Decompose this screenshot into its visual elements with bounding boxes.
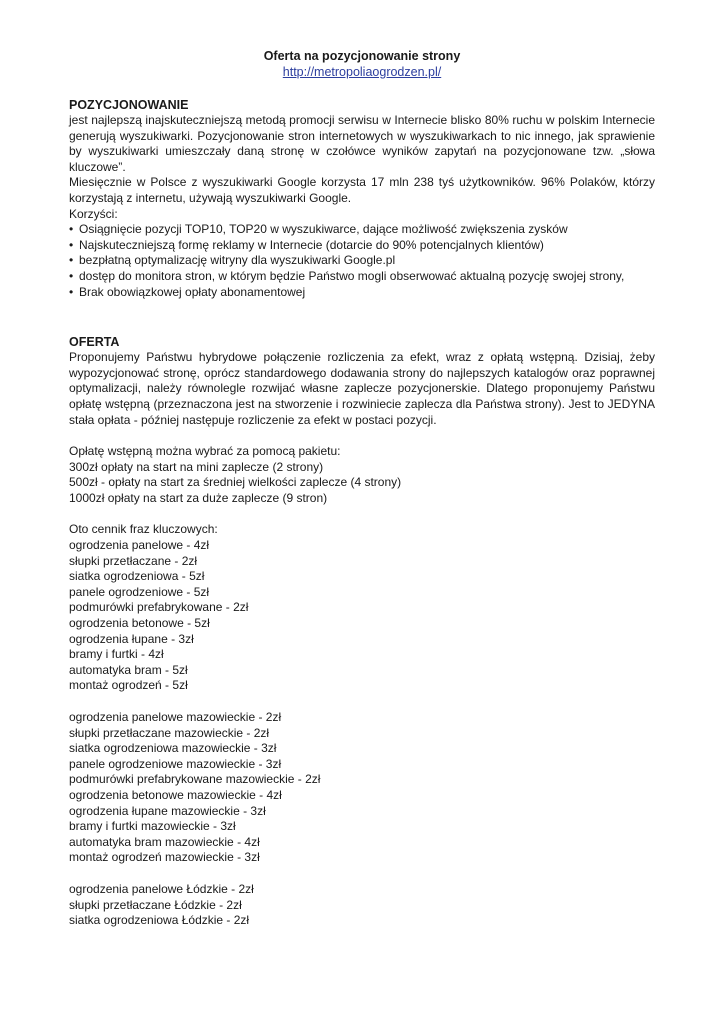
list-item: montaż ogrodzeń - 5zł bbox=[69, 678, 188, 693]
positioning-intro: jest najlepszą inajskuteczniejszą metodą promocji serwisu w Internecie blisko 80% ruchu w polskim Internecie generują wyszukiwarki. Pozycjonowanie stron internetowych w wyszukiwarkach to nic innego, jak sprawienie by wyszukiwarki umieszczały daną stronę w czołówce wyników zapytań na pozycjonowane tzw. „słowa kluczowe”. bbox=[69, 113, 655, 174]
list-item: bramy i furtki - 4zł bbox=[69, 647, 164, 662]
list-item: • bezpłatną optymalizację witryny dla wyszukiwarki Google.pl bbox=[69, 253, 655, 269]
list-item: panele ogrodzeniowe - 5zł bbox=[69, 584, 210, 599]
package-list bbox=[69, 460, 655, 507]
list-item: • Najskuteczniejszą formę reklamy w Internecie (dotarcie do 90% potencjalnych klientów) bbox=[69, 238, 655, 254]
list-item: • dostęp do monitora stron, w którym będzie Państwo mogli obserwować aktualną pozycję swojej strony, bbox=[69, 269, 655, 285]
positioning-stats: Miesięcznie w Polsce z wyszukiwarki Google korzysta 17 mln 238 tyś użytkowników. 96% Polaków, którzy korzystają z internetu, używają wyszukiwarki Google. bbox=[69, 175, 655, 205]
list-item: ogrodzenia panelowe mazowieckie - 2zł bbox=[69, 710, 282, 724]
benefits-list bbox=[69, 222, 655, 300]
list-item: siatka ogrodzeniowa - 5zł bbox=[69, 569, 205, 584]
pricelist-mazowieckie bbox=[69, 710, 655, 866]
list-item: słupki przetłaczane Łódzkie - 2zł bbox=[69, 897, 242, 912]
paragraph-spacer bbox=[69, 428, 655, 444]
pricelist-heading: Oto cennik fraz kluczowych: bbox=[69, 522, 218, 537]
list-item: ogrodzenia betonowe mazowieckie - 4zł bbox=[69, 787, 282, 802]
list-item: automatyka bram - 5zł bbox=[69, 662, 188, 677]
list-item: ogrodzenia betonowe - 5zł bbox=[69, 616, 210, 631]
list-item: automatyka bram mazowieckie - 4zł bbox=[69, 834, 260, 849]
website-link[interactable]: http://metropoliaogrodzen.pl/ bbox=[282, 65, 442, 79]
list-item: • Brak obowiązkowej opłaty abonamentowej bbox=[69, 285, 655, 301]
offer-heading: OFERTA bbox=[69, 335, 120, 350]
list-item: panele ogrodzeniowe mazowieckie - 3zł bbox=[69, 756, 282, 771]
list-item: podmurówki prefabrykowane mazowieckie - 2zł bbox=[69, 772, 321, 787]
list-item: • Osiągnięcie pozycji TOP10, TOP20 w wyszukiwarce, dające możliwość zwiększenia zysków bbox=[69, 222, 655, 238]
list-item: 300zł opłaty na start na mini zaplecze (2 strony) bbox=[69, 459, 324, 474]
list-item: 1000zł opłaty na start za duże zaplecze (9 stron) bbox=[69, 490, 328, 505]
document-page bbox=[69, 48, 655, 929]
positioning-heading: POZYCJONOWANIE bbox=[69, 98, 189, 112]
offer-description: Proponujemy Państwu hybrydowe połączenie rozliczenia za efekt, wraz z opłatą wstępną. Dzisiaj, żeby wypozycjonować stronę, oprócz standardowego dodawania strony do najlepszych katalogów oraz poprawnej optymalizacji, należy równolegle rozwijać własne zaplecze pozycjonerskie. Dlatego proponujemy Państwu opłatę wstępną (przeznaczona jest na stworzenie i rozwiniecie zaplecza dla Państwa strony). Jest to JEDYNA stała opłata - później następuje rozliczenie za efekt w postaci pozycji. bbox=[69, 350, 655, 427]
list-item: siatka ogrodzeniowa mazowieckie - 3zł bbox=[69, 741, 277, 756]
paragraph-spacer bbox=[69, 506, 655, 522]
list-item: słupki przetłaczane mazowieckie - 2zł bbox=[69, 725, 270, 740]
pricelist-lodzkie bbox=[69, 882, 655, 929]
list-item: ogrodzenia panelowe Łódzkie - 2zł bbox=[69, 881, 254, 896]
benefits-label: Korzyści: bbox=[69, 206, 118, 221]
paragraph-spacer bbox=[69, 866, 655, 882]
list-item: słupki przetłaczane - 2zł bbox=[69, 553, 198, 568]
list-item: 500zł - opłaty na start za średniej wielkości zaplecze (4 strony) bbox=[69, 475, 402, 490]
section-spacer bbox=[69, 300, 655, 334]
package-intro: Opłatę wstępną można wybrać za pomocą pakietu: bbox=[69, 444, 341, 459]
list-item: siatka ogrodzeniowa Łódzkie - 2zł bbox=[69, 913, 250, 928]
list-item: ogrodzenia łupane - 3zł bbox=[69, 631, 194, 646]
document-title: Oferta na pozycjonowanie strony bbox=[263, 49, 461, 63]
list-item: ogrodzenia łupane mazowieckie - 3zł bbox=[69, 803, 266, 818]
list-item: podmurówki prefabrykowane - 2zł bbox=[69, 600, 249, 615]
list-item: montaż ogrodzeń mazowieckie - 3zł bbox=[69, 850, 260, 865]
list-item: bramy i furtki mazowieckie - 3zł bbox=[69, 819, 236, 834]
paragraph-spacer bbox=[69, 694, 655, 710]
pricelist-general bbox=[69, 538, 655, 694]
list-item: ogrodzenia panelowe - 4zł bbox=[69, 538, 210, 553]
